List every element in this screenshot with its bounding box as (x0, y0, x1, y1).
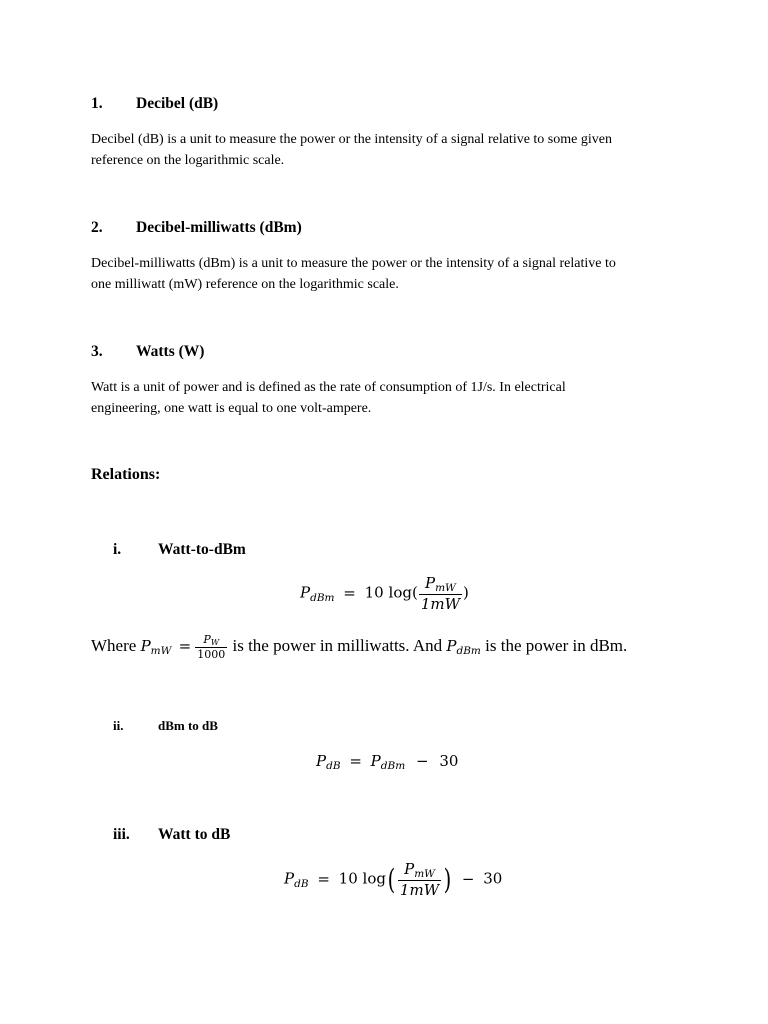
equation-dbm-to-db: $P_{dB} = P_{dBm} - 30$ (316, 752, 459, 772)
section-2-paragraph (91, 253, 616, 295)
equation-watt-to-dbm: $P_{dBm} = 10$ log( $\frac{P_{mW}}{1mW}$ ) (300, 574, 469, 613)
paragraph-line: one milliwatt (mW) reference on the logarithmic scale. (91, 277, 399, 292)
section-2-number: 2. (91, 219, 103, 236)
where-statement: Where $P_{mW}$ = $\frac{PW}{1000}$ is the power in milliwatts. And $P_{dBm}$ is the power in dBm. (91, 633, 628, 661)
fraction: $\frac{P_{mW}}{1mW}$ (420, 574, 460, 613)
relation-3-title: Watt to dB (158, 826, 231, 843)
equation-watt-to-db: $P_{dB} = 10$ log( $\frac{P_{mW}}{1mW}$ ) − 30 (284, 860, 503, 899)
section-3-number: 3. (91, 343, 103, 360)
relation-2-number: ii. (113, 718, 124, 733)
section-1-number: 1. (91, 95, 103, 112)
paragraph-line: reference on the logarithmic scale. (91, 153, 285, 168)
relation-3-number: iii. (113, 826, 130, 843)
relation-2-title: dBm to dB (158, 718, 218, 733)
section-3-paragraph (91, 377, 566, 419)
fraction: $\frac{P_{mW}}{1mW}$ (399, 860, 440, 899)
section-1-title: Decibel (dB) (136, 95, 219, 112)
section-2-title: Decibel-milliwatts (dBm) (136, 219, 302, 236)
paragraph-line: Decibel-milliwatts (dBm) is a unit to measure the power or the intensity of a signal relative to (91, 256, 616, 271)
section-3-title: Watts (W) (136, 343, 205, 360)
relation-1-number: i. (113, 541, 122, 558)
relations-heading: Relations: (91, 466, 161, 483)
relation-1-title: Watt-to-dBm (158, 541, 246, 558)
fraction: $\frac{PW}{1000}$ (197, 633, 226, 661)
paragraph-line: engineering, one watt is equal to one volt-ampere. (91, 401, 372, 416)
section-1-paragraph (91, 129, 612, 171)
paragraph-line: Watt is a unit of power and is defined as the rate of consumption of 1J/s. In electrical (91, 380, 566, 395)
paragraph-line: Decibel (dB) is a unit to measure the power or the intensity of a signal relative to some given (91, 132, 612, 147)
